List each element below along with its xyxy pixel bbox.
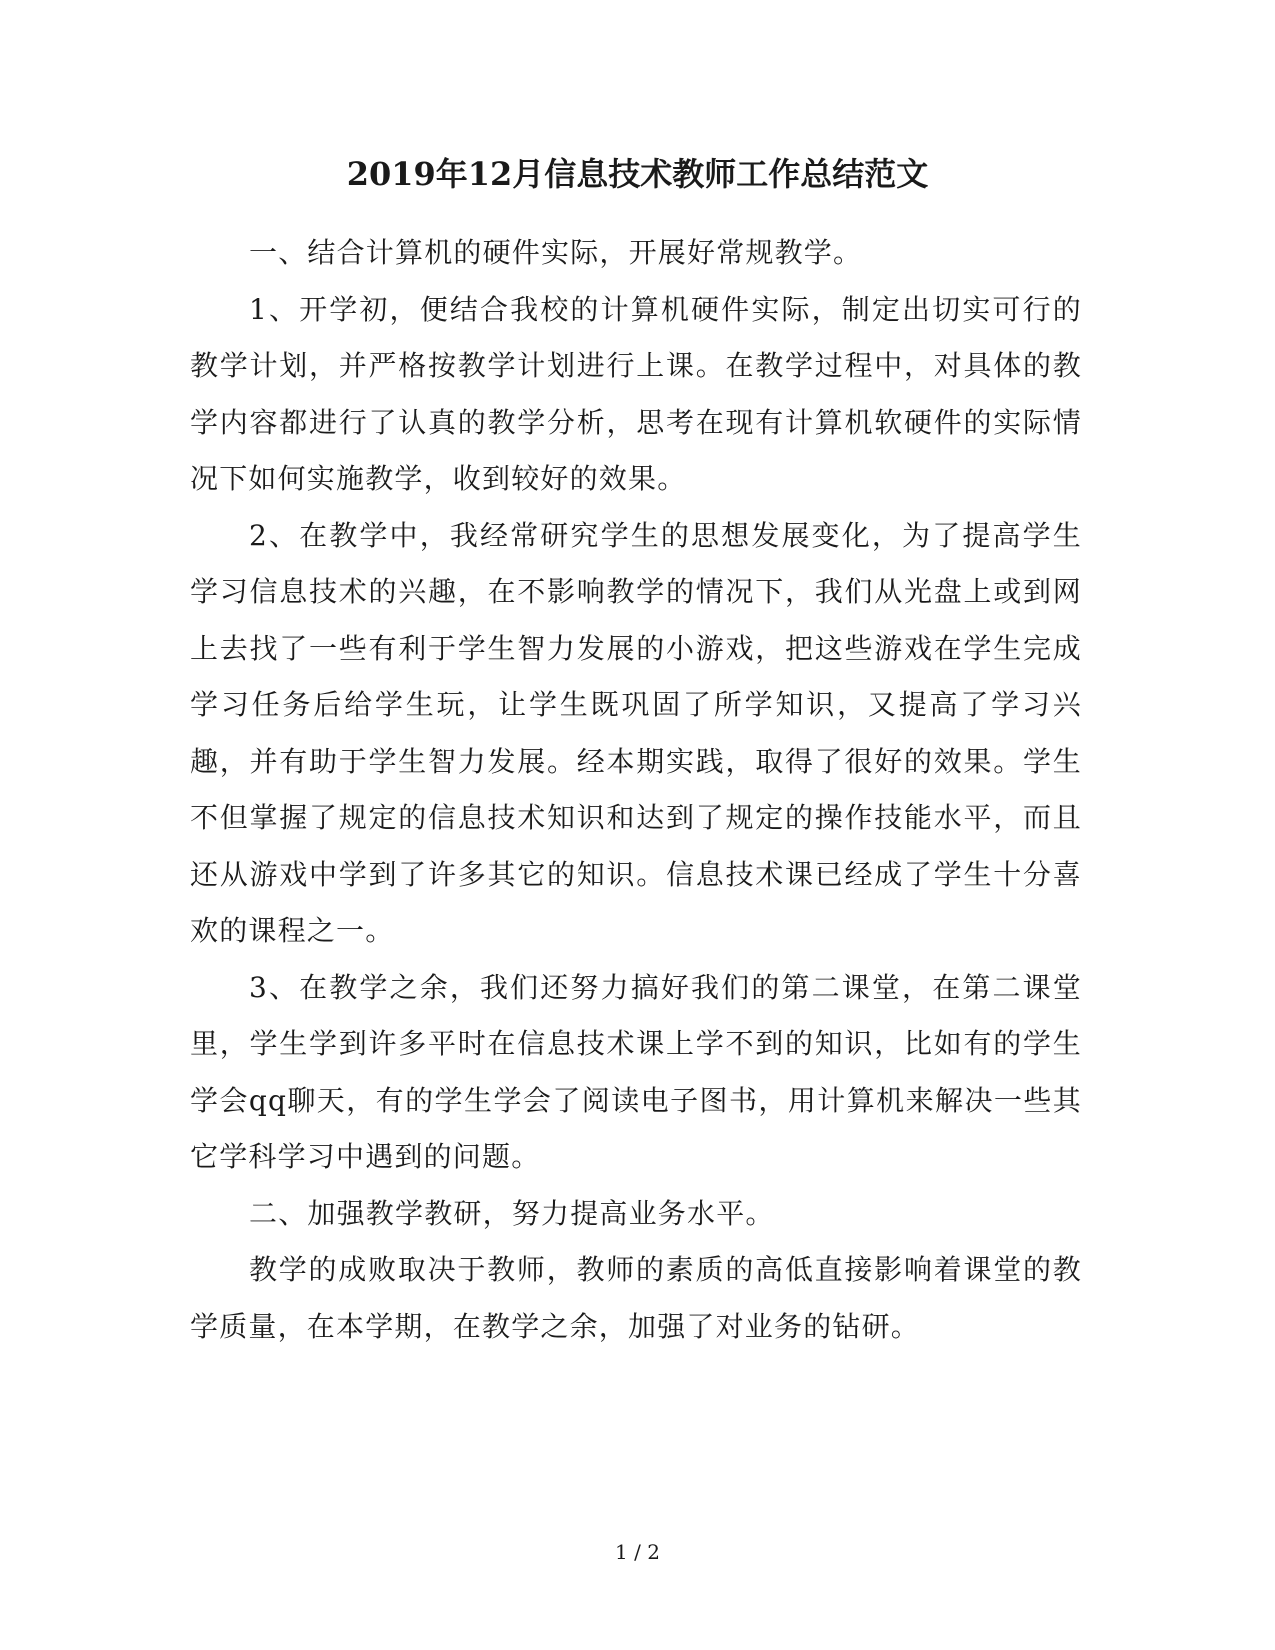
section-heading-1: 一、结合计算机的硬件实际，开展好常规教学。 bbox=[249, 236, 863, 269]
paragraph-item-2: 2、在教学中，我经常研究学生的思想发展变化，为了提高学生学习信息技术的兴趣，在不影响教学的情况下，我们从光盘上或到网上去找了一些有利于学生智力发展的小游戏，把这些游戏在学生完成学习任务后给学生玩，让学生既巩固了所学知识，又提高了学习兴趣，并有助于学生智力发展。经本期实践，取得了很好的效果。学生不但掌握了规定的信息技术知识和达到了规定的操作技能水平，而且还从游戏中学到了许多其它的知识。信息技术课已经成了学生十分喜欢的课程之一。 bbox=[190, 518, 1082, 947]
paragraph-section-2: 教学的成败取决于教师，教师的素质的高低直接影响着课堂的教学质量，在本学期，在教学之余，加强了对业务的钻研。 bbox=[190, 1253, 1082, 1343]
document-title: 2019年12月信息技术教师工作总结范文 bbox=[346, 155, 929, 193]
document-body bbox=[190, 225, 1082, 1355]
section-heading-2: 二、加强教学教研，努力提高业务水平。 bbox=[249, 1196, 775, 1230]
paragraph-item-3: 3、在教学之余，我们还努力搞好我们的第二课堂，在第二课堂里，学生学到许多平时在信息技术课上学不到的知识，比如有的学生学会qq聊天，有的学生学会了阅读电子图书，用计算机来解决一些其它学科学习中遇到的问题。 bbox=[190, 970, 1082, 1173]
page-number: 1 / 2 bbox=[615, 1540, 660, 1564]
paragraph-item-1: 1、开学初，便结合我校的计算机硬件实际，制定出切实可行的教学计划，并严格按教学计划进行上课。在教学过程中，对具体的教学内容都进行了认真的教学分析，思考在现有计算机软硬件的实际情况下如何实施教学，收到较好的效果。 bbox=[190, 292, 1082, 495]
